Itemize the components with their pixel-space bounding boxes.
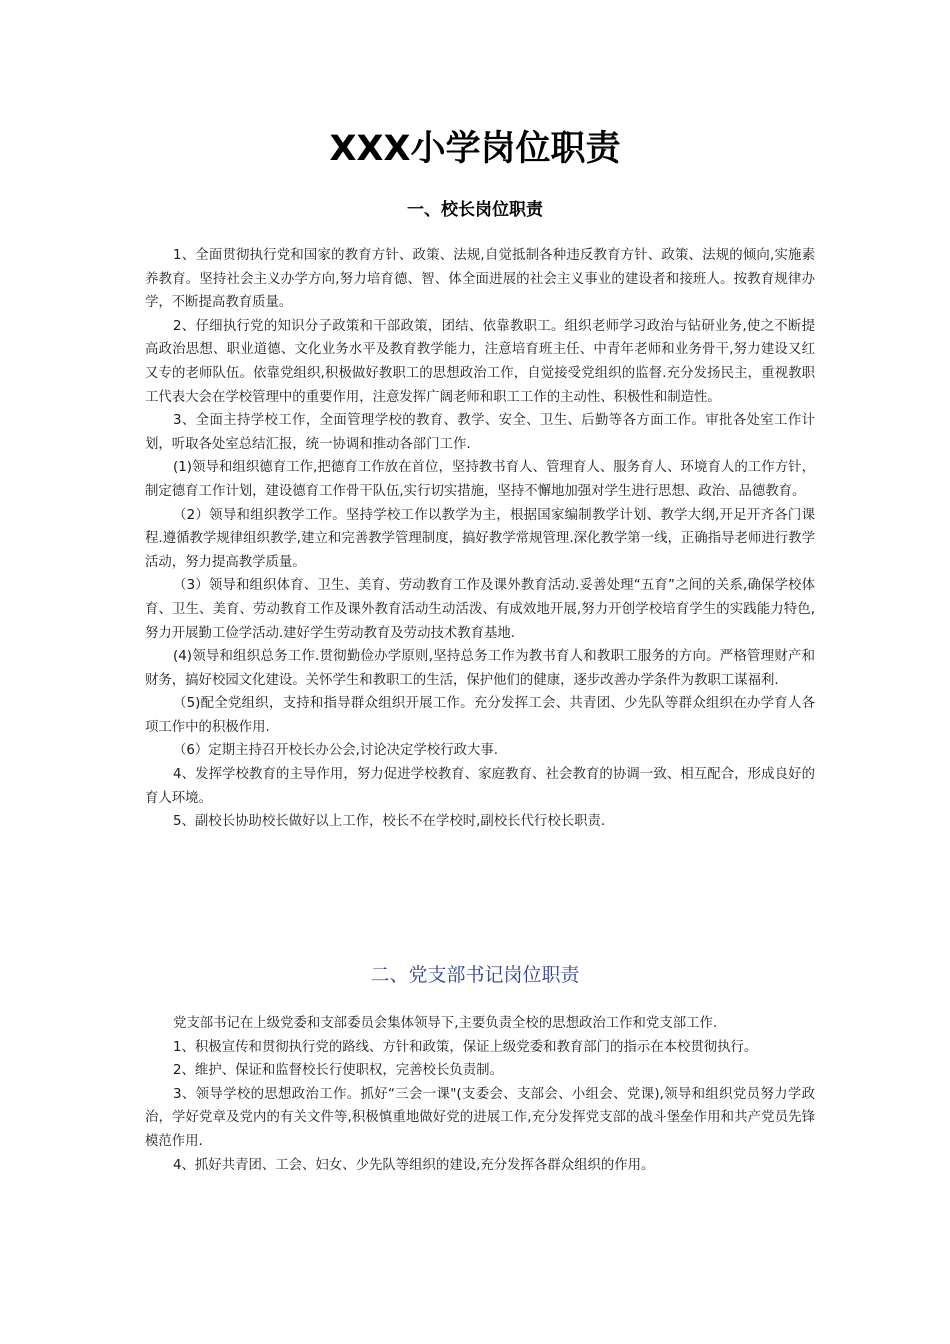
paragraph: (4)领导和组织总务工作.贯彻勤俭办学原则,坚持总务工作为教书育人和教职工服务的方向。严格管理财产和财务，搞好校园文化建设。关怀学生和教职工的生活，保护他们的健康，逐步改善办学条件为教职工谋福利.: [145, 649, 815, 688]
paragraph: (1)领导和组织德育工作,把德育工作放在首位，坚持教书育人、管理育人、服务育人、环境育人的工作方针，制定德育工作计划，建设德育工作骨干队伍,实行切实措施，坚持不懈地加强对学生进行思想、政治、品德教育。: [145, 460, 815, 499]
paragraph: （2）领导和组织教学工作。坚持学校工作以教学为主，根据国家编制教学计划、教学大纲,开足开齐各门课程.遵循教学规律组织教学,建立和完善教学管理制度，搞好教学常规管理.深化教学第一线，正确指导老师进行教学活动，努力提高教学质量。: [145, 507, 815, 570]
paragraph: （6）定期主持召开校长办公会,讨论决定学校行政大事.: [173, 743, 499, 759]
paragraph: （3）领导和组织体育、卫生、美育、劳动教育工作及课外教育活动.妥善处理“五育”之间的关系,确保学校体育、卫生、美育、劳动教育工作及课外教育活动生动活泼、有成效地开展,努力开创学校培育学生的实践能力特色,努力开展勤工俭学活动.建好学生劳动教育及劳动技术教育基地.: [145, 578, 815, 641]
section-body-party-secretary: [145, 1012, 815, 1177]
paragraph: 5、副校长协助校长做好以上工作，校长不在学校时,副校长代行校长职责.: [173, 814, 606, 830]
paragraph: 3、全面主持学校工作，全面管理学校的教育、教学、安全、卫生、后勤等各方面工作。审批各处室工作计划，听取各处室总结汇报，统一协调和推动各部门工作.: [145, 413, 815, 452]
section-heading-principal: 一、校长岗位职责: [407, 200, 543, 220]
paragraph: 2、维护、保证和监督校长行使职权，完善校长负责制。: [173, 1063, 503, 1079]
paragraph: 1、积极宣传和贯彻执行党的路线、方针和政策，保证上级党委和教育部门的指示在本校贯彻执行。: [173, 1039, 758, 1055]
section-heading-party-secretary: 二、党支部书记岗位职责: [370, 964, 580, 986]
paragraph: 2、仔细执行党的知识分子政策和干部政策，团结、依靠教职工。组织老师学习政治与钻研业务,使之不断提高政治思想、职业道德、文化业务水平及教育教学能力，注意培育班主任、中青年老师和业务骨干,努力建设又红又专的老师队伍。依靠党组织,积极做好教职工的思想政治工作，自觉接受党组织的监督.充分发扬民主，重视教职工代表大会在学校管理中的重要作用，注意发挥广阔老师和职工工作的主动性、积极性和制造性。: [145, 318, 815, 405]
paragraph: 1、全面贯彻执行党和国家的教育方针、政策、法规,自觉抵制各种违反教育方针、政策、法规的倾向,实施素养教育。坚持社会主义办学方向,努力培育德、智、体全面进展的社会主义事业的建设者和接班人。按教育规律办学，不断提高教育质量。: [145, 248, 815, 311]
document-title: XXX小学岗位职责: [329, 129, 621, 169]
paragraph: 党支部书记在上级党委和支部委员会集体领导下,主要负责全校的思想政治工作和党支部工作.: [173, 1016, 718, 1031]
paragraph: （5)配全党组织，支持和指导群众组织开展工作。充分发挥工会、共青团、少先队等群众组织在办学育人各项工作中的积极作用.: [145, 696, 815, 735]
paragraph: 4、抓好共青团、工会、妇女、少先队等组织的建设,充分发挥各群众组织的作用。: [173, 1157, 655, 1173]
paragraph: 3、领导学校的思想政治工作。抓好“三会一课"(支委会、支部会、小组会、党课),领导和组织党员努力学政治，学好党章及党内的有关文件等,积极慎重地做好党的进展工作,充分发挥党支部的战斗堡垒作用和共产党员先锋模范作用.: [145, 1086, 815, 1149]
paragraph: 4、发挥学校教育的主导作用，努力促进学校教育、家庭教育、社会教育的协调一致、相互配合，形成良好的育人环境。: [145, 767, 815, 806]
section-body-principal: [145, 244, 815, 834]
